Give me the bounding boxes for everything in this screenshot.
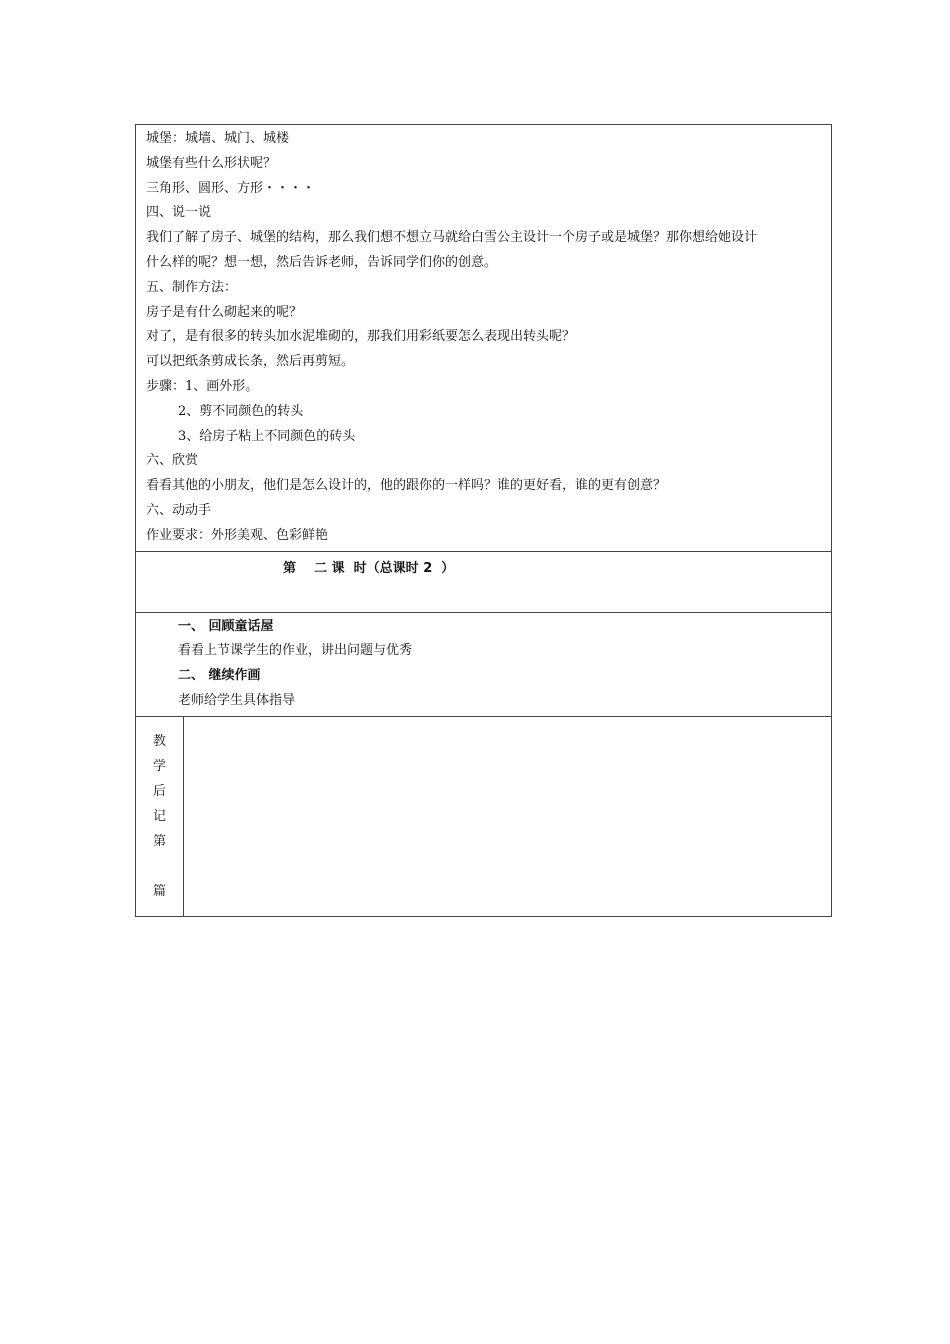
content-line: 看看其他的小朋友，他们是怎么设计的，他的跟你的一样吗？谁的更好看，谁的更有创意？ bbox=[146, 478, 667, 494]
continue-text: 老师给学生具体指导 bbox=[178, 692, 296, 708]
content-line: 城堡：城墙、城门、城楼 bbox=[146, 131, 290, 146]
second-period-section bbox=[136, 613, 831, 717]
label-char: 记 bbox=[152, 808, 166, 824]
step-line: 2、剪不同颜色的转头 bbox=[178, 403, 304, 419]
teaching-notes-area[interactable] bbox=[184, 717, 831, 916]
content-line: 房子是有什么砌起来的呢？ bbox=[146, 304, 303, 320]
lesson-content-section bbox=[136, 125, 831, 552]
label-char: 第 bbox=[152, 833, 166, 849]
content-line: 五、制作方法： bbox=[146, 279, 238, 295]
content-line: 六、欣赏 bbox=[146, 453, 199, 469]
content-line: 对了，是有很多的转头加水泥堆砌的，那我们用彩纸要怎么表现出转头呢？ bbox=[146, 329, 576, 345]
content-line: 三角形、圆形、方形・・・・ bbox=[146, 180, 316, 196]
lesson-plan-table bbox=[135, 124, 832, 917]
label-char: 教 bbox=[152, 733, 166, 749]
period-header-section bbox=[136, 552, 831, 613]
continue-heading: 二、 继续作画 bbox=[178, 668, 261, 684]
content-line: 作业要求：外形美观、色彩鲜艳 bbox=[146, 527, 329, 543]
step-line: 3、给房子粘上不同颜色的砖头 bbox=[178, 428, 356, 444]
teaching-notes-label bbox=[136, 717, 184, 916]
content-line: 可以把纸条剪成长条，然后再剪短。 bbox=[146, 354, 355, 370]
label-char: 篇 bbox=[152, 883, 166, 899]
step-line: 步骤：1、画外形。 bbox=[146, 378, 259, 394]
teaching-notes-section bbox=[136, 717, 831, 916]
content-line: 六、动动手 bbox=[146, 502, 212, 518]
label-char: 后 bbox=[152, 783, 166, 799]
content-line: 我们了解了房子、城堡的结构，那么我们想不想立马就给白雪公主设计一个房子或是城堡？那你想给她设计 bbox=[146, 230, 758, 246]
content-line: 什么样的呢？想一想，然后告诉老师，告诉同学们你的创意。 bbox=[146, 254, 498, 270]
label-gap bbox=[136, 854, 183, 879]
content-line: 城堡有些什么形状呢？ bbox=[146, 155, 277, 171]
period-title: 第 二 课 时（总课时 2 ） bbox=[283, 560, 455, 576]
label-char: 学 bbox=[152, 758, 166, 774]
review-heading: 一、 回顾童话屋 bbox=[178, 618, 274, 634]
content-line: 四、说一说 bbox=[146, 205, 212, 221]
review-text: 看看上节课学生的作业，讲出问题与优秀 bbox=[178, 643, 413, 659]
